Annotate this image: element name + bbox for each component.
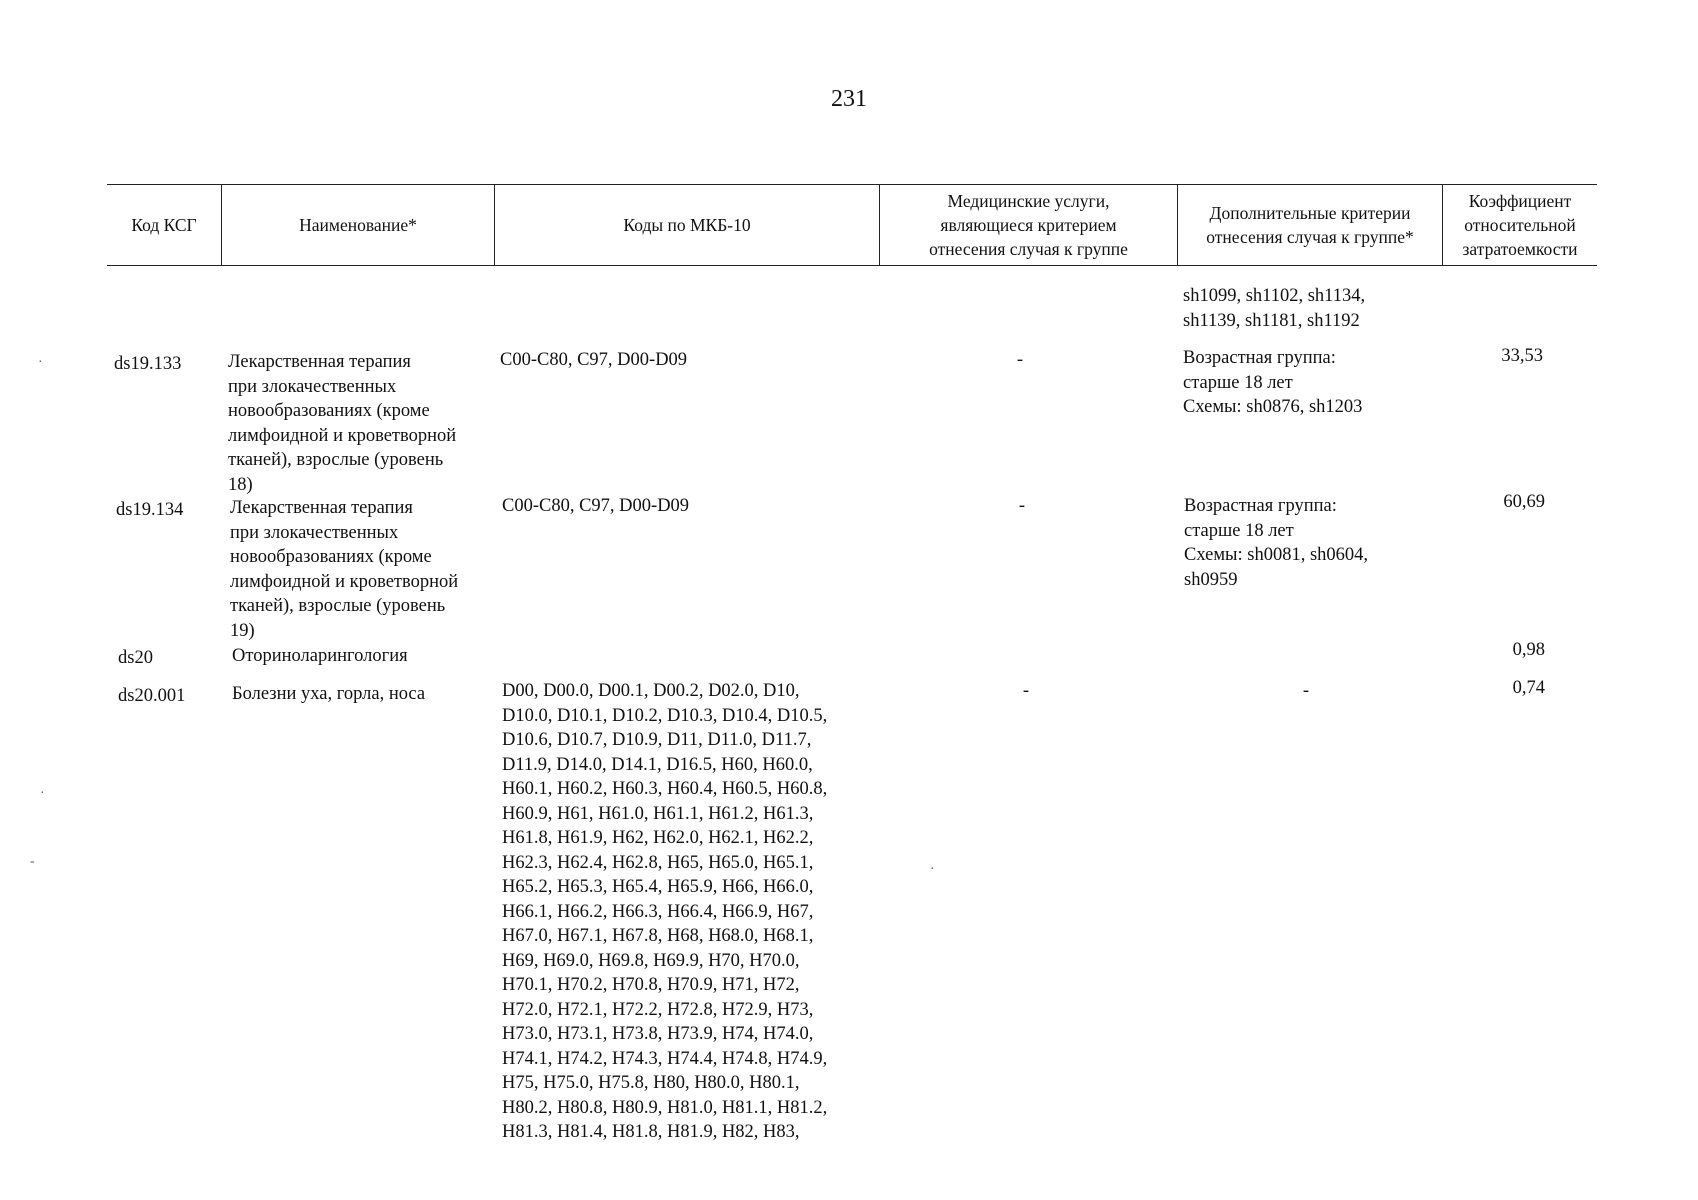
scan-speck: - [30, 854, 35, 869]
scan-speck: · [40, 786, 45, 801]
row-criteria: - [1302, 681, 1310, 701]
row-code: ds20.001 [118, 686, 186, 706]
row-coef: 33,53 [1501, 346, 1543, 366]
page-number: 231 [831, 86, 867, 112]
row-name: Лекарственная терапия при злокачественных новообразованиях (кроме лимфоидной и кроветворной тканей), взрослые (уровень 19) [230, 498, 459, 641]
row-services: - [1022, 681, 1030, 701]
row-criteria: Возрастная группа: старше 18 лет Схемы: sh0876, sh1203 [1183, 348, 1363, 417]
row-name: Лекарственная терапия при злокачественных новообразованиях (кроме лимфоидной и кроветворной тканей), взрослые (уровень 18) [228, 352, 457, 495]
header-criteria: Дополнительные критерии отнесения случая к группе* [1177, 185, 1442, 265]
row-services: - [1018, 496, 1026, 516]
row-name: Оториноларингология [232, 646, 408, 666]
row-services: - [1016, 350, 1024, 370]
row-coef: 0,98 [1512, 640, 1545, 660]
row-code: ds19.134 [116, 500, 184, 520]
row-icd: D00, D00.0, D00.1, D00.2, D02.0, D10, D10.0, D10.1, D10.2, D10.3, D10.4, D10.5, D10.6, D10.7, D10.9, D11, D11.0, D11.7, D11.9, D14.0, D14.1, D16.5, H60, H60.0, H60.1, H60.2, H60.3, H60.4, H60.5, H60.8, H60.9, H61, H61.0, H61.1, H61.2, H61.3, H61.8, H61.9, H62, H62.0, H62.1, H62.2, H62.3, H62.4, H62.8, H65, H65.0, H65.1, H65.2, H65.3, H65.4, H65.9, H66, H66.0, H66.1, H66.2, H66.3, H66.4, H66.9, H67, H67.0, H67.1, H67.8, H68, H68.0, H68.1, H69, H69.0, H69.8, H69.9, H70, H70.0, H70.1, H70.2, H70.8, H70.9, H71, H72, H72.0, H72.1, H72.2, H72.8, H72.9, H73, H73.0, H73.1, H73.8, H73.9, H74, H74.0, H74.1, H74.2, H74.3, H74.4, H74.8, H74.9, H75, H75.0, H75.8, H80, H80.0, H80.1, H80.2, H80.8, H80.9, H81.0, H81.1, H81.2, H81.3, H81.4, H81.8, H81.9, H82, H83, [502, 681, 828, 1142]
header-services: Медицинские услуги, являющиеся критерием отнесения случая к группе [879, 185, 1177, 265]
header-icd: Коды по МКБ-10 [494, 185, 879, 265]
row-criteria: Возрастная группа: старше 18 лет Схемы: sh0081, sh0604, sh0959 [1184, 496, 1369, 590]
row-icd: C00-C80, C97, D00-D09 [500, 350, 688, 370]
row-coef: 0,74 [1512, 678, 1545, 698]
row-name: Болезни уха, горла, носа [232, 684, 426, 704]
row-code: ds19.133 [114, 354, 182, 374]
scan-speck: · [930, 862, 935, 877]
row-icd: C00-C80, C97, D00-D09 [502, 496, 690, 516]
row-coef: 60,69 [1503, 492, 1545, 512]
continuation-criteria: sh1099, sh1102, sh1134, sh1139, sh1181, sh1192 [1183, 286, 1366, 331]
row-code: ds20 [118, 648, 153, 668]
table-header [107, 184, 1597, 266]
scan-speck: · [38, 355, 43, 370]
header-name: Наименование* [221, 185, 494, 265]
header-coef: Коэффициент относительной затратоемкости [1442, 185, 1597, 265]
header-code: Код КСГ [131, 215, 197, 235]
